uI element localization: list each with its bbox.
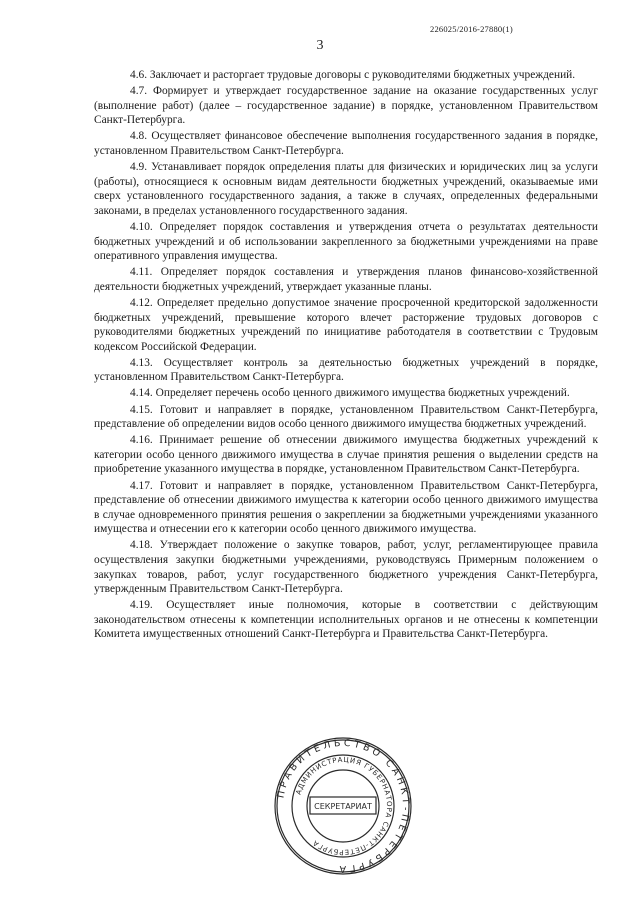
- page-number: 3: [316, 38, 324, 53]
- paragraph-4-19: 4.19. Осуществляет иные полномочия, которые в соответствии с действующим законодательством отнесены к компетенции исполнительных органов и не отнесены к компетенции Комитета имущественных отношений Санкт-Петербурга и Правительства Санкт-Петербурга.: [94, 599, 598, 641]
- paragraph-4-7: 4.7. Формирует и утверждает государственное задание на оказание государственных услуг (выполнение работ) (далее – государственное задание) в порядке, установленном Правительством Санкт-Петербурга.: [94, 85, 598, 127]
- paragraph-4-17: 4.17. Готовит и направляет в порядке, установленном Правительством Санкт-Петербурга, представление об отнесении движимого имущества к категории особо ценного движимого имущества в случае одновременного принятия решения о закреплении за бюджетными учреждениями указанного имущества и отнесении его к категории особо ценного движимого имущества.: [94, 479, 598, 536]
- seal-inner-text: АДМИНИСТРАЦИЯ ГУБЕРНАТОРА САНКТ-ПЕТЕРБУРГА: [294, 755, 394, 857]
- paragraph-4-6: 4.6. Заключает и расторгает трудовые договоры с руководителями бюджетных учреждений.: [130, 69, 576, 81]
- paragraph-4-9: 4.9. Устанавливает порядок определения платы для физических и юридических лиц за услуги (работы), относящиеся к основным видам деятельности бюджетных учреждений, оказываемые ими сверх установленного государственного задания, а также в случаях, определенных федеральными законами, в пределах установленного государственного задания.: [94, 161, 598, 217]
- seal-outer-text: ПРАВИТЕЛЬСТВО САНКТ-ПЕТЕРБУРГА: [275, 737, 412, 875]
- paragraph-4-10: 4.10. Определяет порядок составления и утверждения отчета о результатах деятельности бюджетных учреждений и об использовании закрепленного за бюджетными учреждениями на праве оперативного управления имущества.: [94, 220, 598, 263]
- paragraph-4-13: 4.13. Осуществляет контроль за деятельностью бюджетных учреждений в порядке, установленном Правительством Санкт-Петербурга.: [94, 356, 598, 384]
- document-body: [94, 68, 598, 644]
- document-code: 226025/2016-27880(1): [430, 24, 513, 34]
- paragraph-4-11: 4.11. Определяет порядок составления и утверждения планов финансово-хозяйственной деятельности бюджетных учреждений, утверждает указанные планы.: [94, 266, 598, 293]
- paragraph-4-12: 4.12. Определяет предельно допустимое значение просроченной кредиторской задолженности бюджетных учреждений, превышение которого влечет расторжение трудовых договоров с руководителями бюджетных учреждений по инициативе работодателя в соответствии с Трудовым кодексом Российской Федерации.: [94, 296, 598, 353]
- official-seal-stamp: [272, 735, 414, 877]
- seal-center-text: СЕКРЕТАРИАТ: [314, 802, 372, 811]
- paragraph-4-8: 4.8. Осуществляет финансовое обеспечение выполнения государственного задания в порядке, установленном Правительством Санкт-Петербурга.: [94, 130, 598, 157]
- paragraph-4-18: 4.18. Утверждает положение о закупке товаров, работ, услуг, регламентирующее правила осуществления закупки бюджетными учреждениями, руководствуясь Примерным положением о закупках товаров, работ, услуг государственного бюджетного учреждения Санкт-Петербурга, утвержденным Правительством Санкт-Петербурга.: [94, 539, 598, 596]
- paragraph-4-14: 4.14. Определяет перечень особо ценного движимого имущества бюджетных учреждений.: [130, 387, 570, 400]
- paragraph-4-15: 4.15. Готовит и направляет в порядке, установленном Правительством Санкт-Петербурга, представление об определении видов особо ценного движимого имущества бюджетных учреждений.: [94, 403, 598, 431]
- paragraph-4-16: 4.16. Принимает решение об отнесении движимого имущества бюджетных учреждений к категории особо ценного движимого имущества в случае принятия решения о выделении средств на приобретение указанного имущества в порядке, установленном Правительством Санкт-Петербурга.: [94, 434, 598, 476]
